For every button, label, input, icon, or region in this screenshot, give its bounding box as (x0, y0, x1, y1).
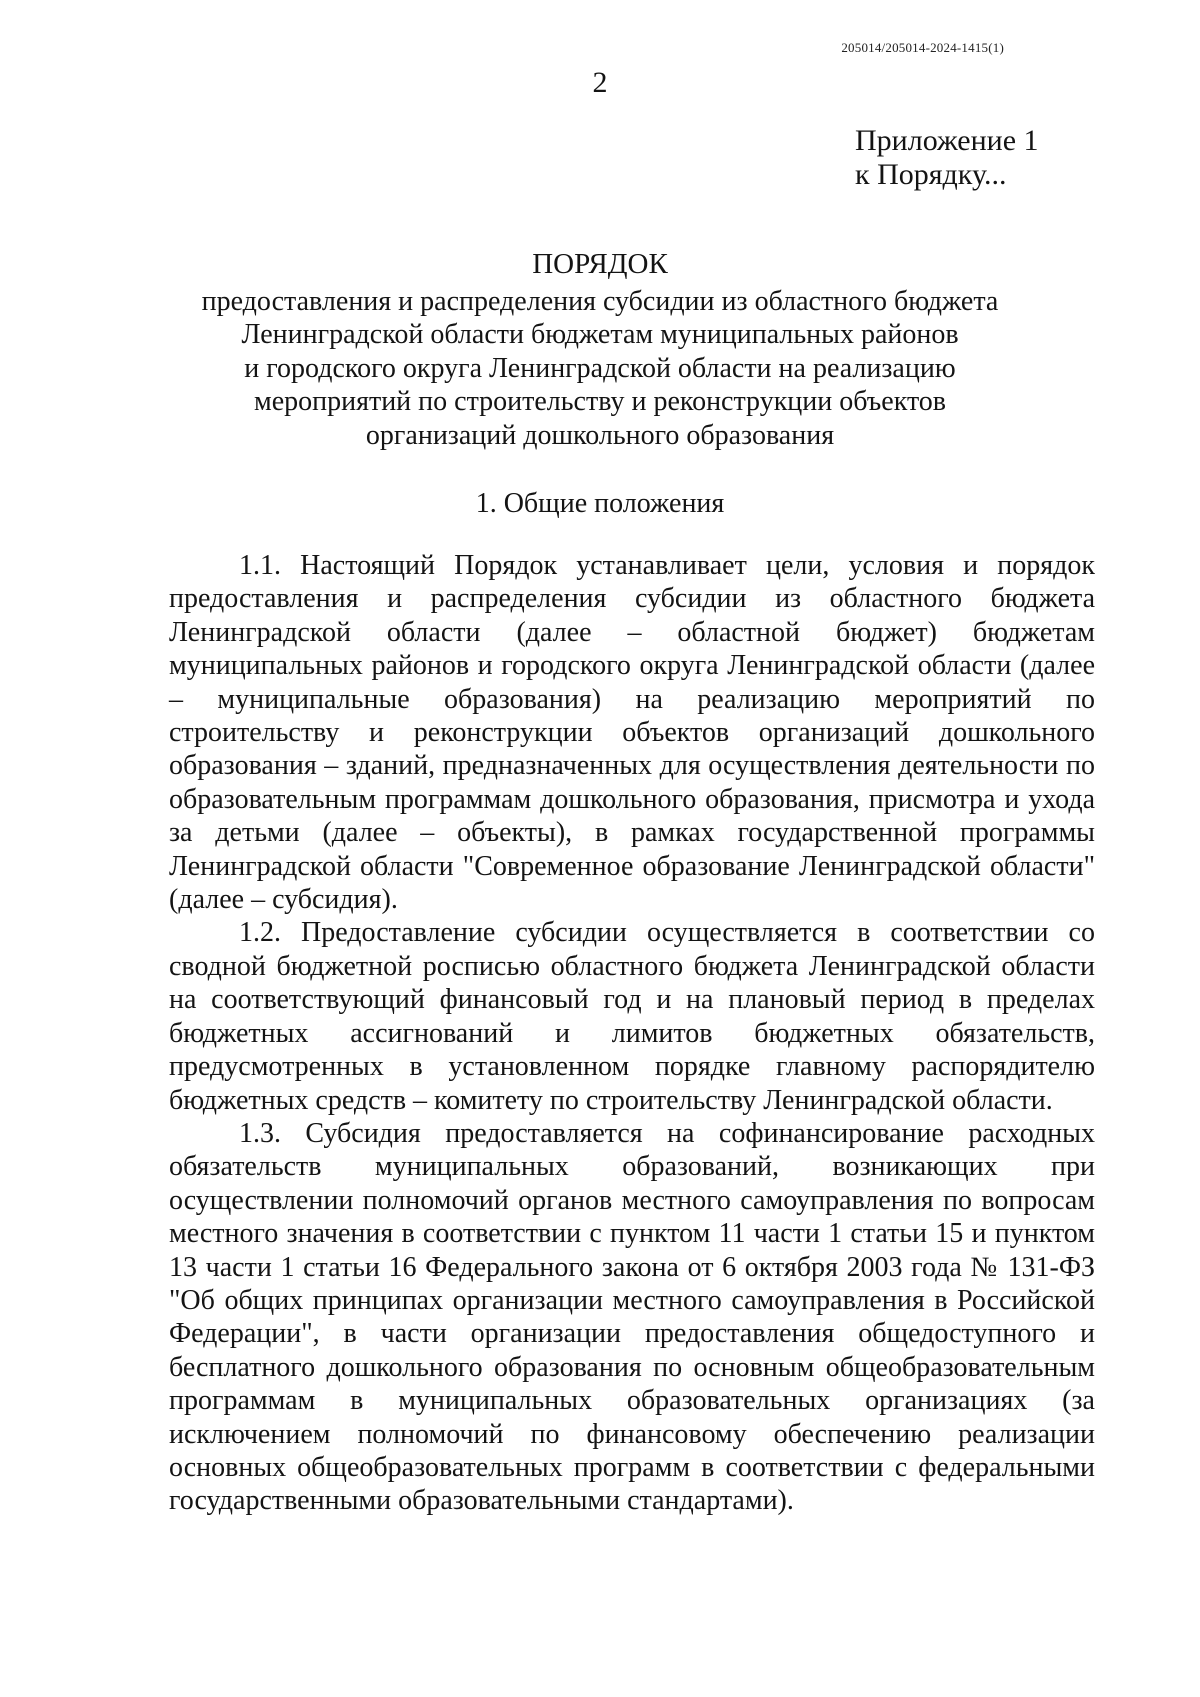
title-line: организаций дошкольного образования (365, 419, 835, 451)
section-heading: 1. Общие положения (475, 488, 725, 519)
body-text (169, 549, 1095, 1518)
appendix-line-1: Приложение 1 (855, 124, 1039, 157)
title-line: и городского округа Ленинградской области на реализацию (244, 352, 956, 384)
title-line: предоставления и распределения субсидии из областного бюджета (201, 285, 999, 317)
paragraph-1-2: 1.2. Предоставление субсидии осуществляется в соответствии со сводной бюджетной росписью областного бюджета Ленинградской области на соответствующий финансовый год и на плановый период в пределах бюджетных ассигнований и лимитов бюджетных обязательств, предусмотренных в установленном порядке главному распорядителю бюджетных средств – комитету по строительству Ленинградской области. (169, 917, 1095, 1116)
title-line: Ленинградской области бюджетам муниципальных районов (241, 319, 959, 350)
title-main: ПОРЯДОК (532, 248, 668, 280)
appendix-reference (855, 124, 1039, 192)
paragraph-1-1: 1.1. Настоящий Порядок устанавливает цели, условия и порядок предоставления и распределения субсидии из областного бюджета Ленинградской области (далее – областной бюджет) бюджетам муниципальных районов и городского округа Ленинградской области (далее – муниципальные образования) на реализацию мероприятий по строительству и реконструкции объектов организаций дошкольного образования – зданий, предназначенных для осуществления деятельности по образовательным программам дошкольного образования, присмотра и ухода за детьми (далее – объекты), в рамках государственной программы Ленинградской области "Современное образование Ленинградской области" (далее – субсидия). (169, 550, 1095, 916)
appendix-line-2: к Порядку... (855, 158, 1007, 191)
page-number: 2 (592, 66, 608, 99)
title-line: мероприятий по строительству и реконструкции объектов (253, 386, 947, 417)
document-id: 205014/205014-2024-1415(1) (841, 40, 1004, 55)
document-title (0, 248, 1200, 452)
paragraph-1-3: 1.3. Субсидия предоставляется на софинансирование расходных обязательств муниципальных образований, возникающих при осуществлении полномочий органов местного самоуправления по вопросам местного значения в соответствии с пунктом 11 части 1 статьи 15 и пунктом 13 части 1 статьи 16 Федерального закона от 6 октября 2003 года № 131-ФЗ "Об общих принципах организации местного самоуправления в Российской Федерации", в части организации предоставления общедоступного и бесплатного дошкольного образования по основным общеобразовательным программам в муниципальных образовательных организациях (за исключением полномочий по финансовому обеспечению реализации основных общеобразовательных программ в соответствии с федеральными государственными образовательными стандартами). (169, 1117, 1095, 1517)
